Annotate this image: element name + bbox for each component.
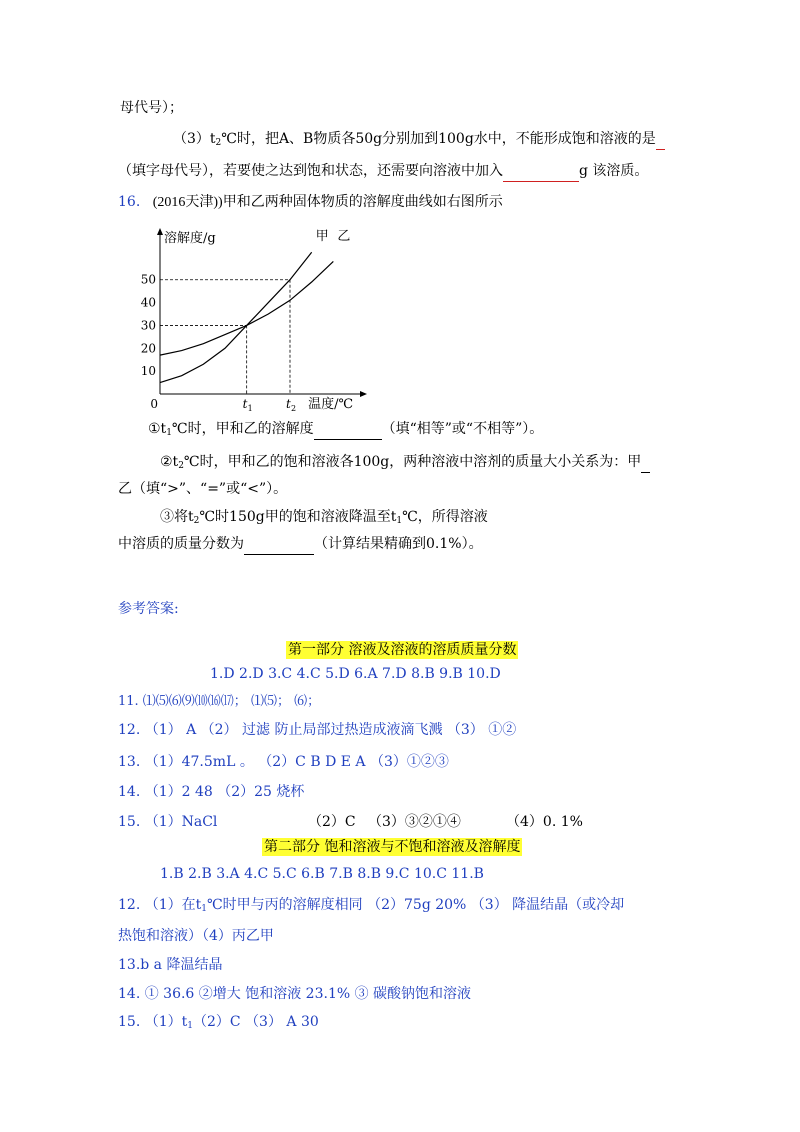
y-axis-arrow (157, 228, 163, 235)
subscript: 2 (178, 461, 184, 471)
y-tick-label: 30 (140, 318, 156, 333)
answer-blank[interactable] (314, 419, 382, 440)
part1-answer-12: 12. （1） A （2） 过滤 防止局部过热造成液滴飞溅 （3） ①② (118, 722, 517, 738)
text: （填字母代号），若要使之达到饱和状态，还需要向溶液中加入 (118, 163, 503, 179)
part1-mc-answers: 1.D 2.D 3.C 4.C 5.D 6.A 7.D 8.B 9.B 10.D (210, 666, 501, 682)
subscript: 1 (187, 1021, 193, 1031)
answer-part: 15. （1）NaCl (118, 814, 218, 830)
part2-answer-15 (118, 1012, 319, 1036)
q16-title (118, 192, 503, 213)
part1-title (286, 640, 518, 660)
text: 中溶质的质量分数为 (118, 536, 244, 552)
answer-part: （3）③②①④ (368, 814, 461, 830)
part1-answer-14: 14. （1）2 48 （2）25 烧杯 (118, 784, 305, 800)
answer-part: （2）C (308, 814, 356, 830)
part2-title (262, 837, 522, 857)
x-tick-sub-t1: 1 (247, 404, 253, 412)
text: ②t (160, 454, 179, 470)
text: ℃时甲与丙的溶解度相同 （2）75g 20% （3） 降温结晶（或冷却 (206, 897, 625, 913)
origin-label: 0 (150, 397, 158, 411)
text: ℃时，甲和乙的溶解度 (171, 421, 314, 437)
part1-answer-11: 11. ⑴⑸⑹⑼⑽⒃⒄； ⑴⑸； ⑹； (118, 694, 321, 709)
answer-blank[interactable] (656, 129, 665, 150)
subscript: 2 (193, 516, 200, 526)
q15-tail-line: 母代号）； (120, 100, 183, 116)
text: （填“相等”或“不相等”）。 (381, 421, 544, 437)
question-text: (2016天津))甲和乙两种固体物质的溶解度曲线如右图所示 (152, 195, 503, 210)
question-number: 16. (118, 194, 141, 210)
text: ℃，所得溶液 (402, 509, 488, 525)
text: ℃时150g甲的饱和溶液降温至t (199, 509, 397, 525)
y-tick-label: 40 (140, 295, 156, 310)
text: ℃时，把A、B物质各50g分别加到100g水中，不能形成饱和溶液的是 (221, 131, 656, 147)
answers-heading: 参考答案: (118, 601, 179, 617)
highlighted-title: 第二部分 饱和溶液与不饱和溶液及溶解度 (264, 839, 521, 855)
part1-answer-15 (118, 812, 583, 832)
q15-part3-line2 (118, 161, 648, 182)
text: 15. （1）t (118, 1014, 188, 1030)
text: （计算结果精确到0.1%）。 (314, 536, 483, 552)
solubility-chart (138, 226, 370, 412)
q15-part3-line (173, 129, 665, 153)
answer-blank[interactable] (503, 161, 579, 182)
part2-answer-14: 14. ① 36.6 ②增大 饱和溶液 23.1% ③ 碳酸钠饱和溶液 (118, 986, 472, 1002)
series-label-yi: 乙 (337, 229, 351, 244)
text: （3）t (173, 131, 216, 147)
y-axis-label: 溶解度/g (164, 231, 216, 246)
x-axis-label: 温度/℃ (308, 397, 353, 412)
x-axis-arrow (360, 391, 367, 397)
x-tick-label-t2: t (286, 397, 291, 411)
q16-part3 (160, 507, 488, 531)
text: 12. （1）在t (118, 897, 202, 913)
y-tick-label: 10 (140, 364, 156, 379)
y-tick-label: 20 (140, 341, 156, 356)
subscript: 1 (396, 516, 403, 526)
answer-part: （4）0. 1% (506, 814, 583, 830)
part1-answer-13: 13. （1）47.5mL 。 （2）C B D E A （3）①②③ (118, 754, 449, 770)
x-tick-sub-t2: 2 (291, 404, 297, 412)
part2-answer-12-line2: 热饱和溶液）（4）丙乙甲 (118, 928, 274, 944)
text: ℃时，甲和乙的饱和溶液各100g，两种溶液中溶剂的质量大小关系为：甲 (183, 454, 642, 470)
highlighted-title: 第一部分 溶液及溶液的溶质质量分数 (288, 642, 517, 658)
part2-mc-answers: 1.B 2.B 3.A 4.C 5.C 6.B 7.B 8.B 9.C 10.C 11.B (160, 866, 484, 882)
x-tick-label-t1: t (242, 397, 248, 411)
series-label-jia: 甲 (315, 229, 329, 244)
subscript: 1 (201, 904, 207, 914)
q16-part3-line2 (118, 534, 483, 555)
series-curve-jia (160, 252, 312, 382)
text: g 该溶质。 (579, 163, 649, 179)
q16-part2 (160, 452, 650, 476)
part2-answer-13: 13.b a 降温结晶 (118, 957, 223, 973)
part2-answer-12 (118, 895, 624, 919)
subscript: 2 (215, 138, 222, 148)
y-tick-label: 50 (140, 272, 156, 287)
subscript: 1 (166, 428, 172, 438)
text: ③将t (160, 509, 194, 525)
q16-part2-line2: 乙（填“>”、“=”或“<”）。 (118, 481, 288, 497)
chart-group (141, 228, 367, 412)
text: ①t (148, 421, 167, 437)
text: （2）C （3） A 30 (192, 1014, 319, 1030)
answer-blank[interactable] (641, 452, 650, 473)
q16-part1 (148, 419, 543, 443)
answer-blank[interactable] (244, 534, 314, 555)
